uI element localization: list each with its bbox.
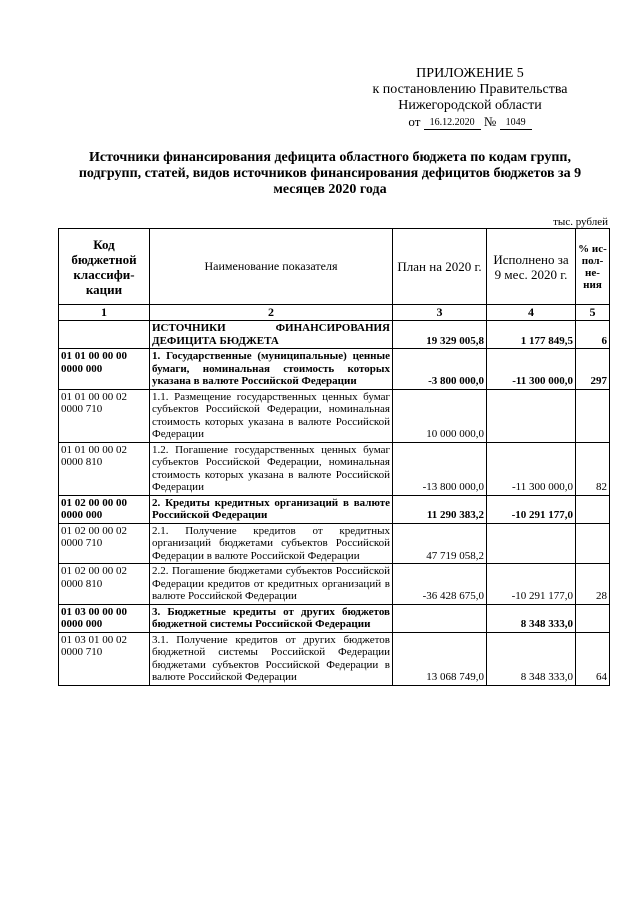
row-percent	[576, 604, 610, 632]
row-executed	[487, 389, 576, 442]
row-name: 2.1. Получение кредитов от кредитных организаций бюджетами субъектов Российской Федерации в валюте Российской Федерации	[150, 523, 393, 564]
table-row	[59, 442, 610, 495]
row-percent	[576, 389, 610, 442]
row-plan: 11 290 383,2	[393, 495, 487, 523]
col-number: 2	[150, 305, 393, 321]
row-executed: 8 348 333,0	[487, 604, 576, 632]
row-executed: -10 291 177,0	[487, 495, 576, 523]
table-row	[59, 495, 610, 523]
header-code: Код бюджетной классифи-кации	[59, 229, 150, 305]
row-code: 01 03 01 00 02 0000 710	[59, 632, 150, 685]
appendix-title: ПРИЛОЖЕНИЕ 5	[416, 66, 524, 81]
row-name: 3.1. Получение кредитов от других бюджетов бюджетной системы Российской Федерации бюджетами субъектов Российской Федерации в валюте Российской Федерации	[150, 632, 393, 685]
units-label: тыс. рублей	[553, 216, 608, 228]
column-numbers-row	[59, 305, 610, 321]
appendix-line-1: к постановлению Правительства	[372, 82, 568, 97]
row-percent: 28	[576, 564, 610, 605]
row-plan: -36 428 675,0	[393, 564, 487, 605]
table-row	[59, 523, 610, 564]
number-label: №	[483, 114, 497, 129]
col-number: 1	[59, 305, 150, 321]
row-name: 1.1. Размещение государственных ценных бумаг субъектов Российской Федерации, номинальная стоимость которых указана в валюте Российской Федерации	[150, 389, 393, 442]
appendix-line-2: Нижегородской области	[398, 98, 542, 113]
row-name: 2.2. Погашение бюджетами субъектов Российской Федерации кредитов от кредитных организаций в валюте Российской Федерации	[150, 564, 393, 605]
document-title: Источники финансирования дефицита областного бюджета по кодам групп, подгрупп, статей, видов источников финансирования дефицитов бюджетов за 9 месяцев 2020 года	[78, 150, 582, 197]
row-percent: 6	[576, 321, 610, 349]
header-name: Наименование показателя	[150, 229, 393, 305]
row-percent	[576, 495, 610, 523]
row-code: 01 01 00 00 00 0000 000	[59, 349, 150, 390]
header-plan: План на 2020 г.	[393, 229, 487, 305]
financing-table	[58, 228, 610, 686]
col-number: 3	[393, 305, 487, 321]
table-row	[59, 632, 610, 685]
table-row	[59, 564, 610, 605]
from-label: от	[408, 114, 421, 129]
row-executed: -10 291 177,0	[487, 564, 576, 605]
row-name: 1. Государственные (муниципальные) ценные бумаги, номинальная стоимость которых указана в валюте Российской Федерации	[150, 349, 393, 390]
decree-date: 16.12.2020	[424, 117, 481, 130]
appendix-header	[340, 66, 600, 130]
row-name: 2. Кредиты кредитных организаций в валюте Российской Федерации	[150, 495, 393, 523]
row-executed: -11 300 000,0	[487, 442, 576, 495]
row-name: 1.2. Погашение государственных ценных бумаг субъектов Российской Федерации, номинальная стоимость которых указана в валюте Российской Федерации	[150, 442, 393, 495]
row-plan: 10 000 000,0	[393, 389, 487, 442]
col-number: 4	[487, 305, 576, 321]
header-executed: Исполнено за 9 мес. 2020 г.	[487, 229, 576, 305]
row-percent: 82	[576, 442, 610, 495]
row-code: 01 02 00 00 02 0000 810	[59, 564, 150, 605]
row-code: 01 02 00 00 00 0000 000	[59, 495, 150, 523]
row-code: 01 03 00 00 00 0000 000	[59, 604, 150, 632]
row-executed: 8 348 333,0	[487, 632, 576, 685]
row-name: 3. Бюджетные кредиты от других бюджетов бюджетной системы Российской Федерации	[150, 604, 393, 632]
table-header-row	[59, 229, 610, 305]
table-row	[59, 349, 610, 390]
row-plan: 19 329 005,8	[393, 321, 487, 349]
row-code	[59, 321, 150, 349]
row-code: 01 01 00 00 02 0000 810	[59, 442, 150, 495]
row-plan: 47 719 058,2	[393, 523, 487, 564]
row-code: 01 01 00 00 02 0000 710	[59, 389, 150, 442]
header-percent: % ис-пол-не-ния	[576, 229, 610, 305]
row-percent: 64	[576, 632, 610, 685]
table-row	[59, 389, 610, 442]
row-plan: -3 800 000,0	[393, 349, 487, 390]
table-row	[59, 321, 610, 349]
row-plan: 13 068 749,0	[393, 632, 487, 685]
row-percent	[576, 523, 610, 564]
col-number: 5	[576, 305, 610, 321]
decree-number: 1049	[500, 117, 532, 130]
row-plan: -13 800 000,0	[393, 442, 487, 495]
row-executed: 1 177 849,5	[487, 321, 576, 349]
row-code: 01 02 00 00 02 0000 710	[59, 523, 150, 564]
row-executed	[487, 523, 576, 564]
row-name: ИСТОЧНИКИ ФИНАНСИРОВАНИЯ ДЕФИЦИТА БЮДЖЕТА	[150, 321, 393, 349]
row-plan	[393, 604, 487, 632]
row-percent: 297	[576, 349, 610, 390]
row-executed: -11 300 000,0	[487, 349, 576, 390]
table-row	[59, 604, 610, 632]
appendix-date-line	[340, 114, 600, 130]
